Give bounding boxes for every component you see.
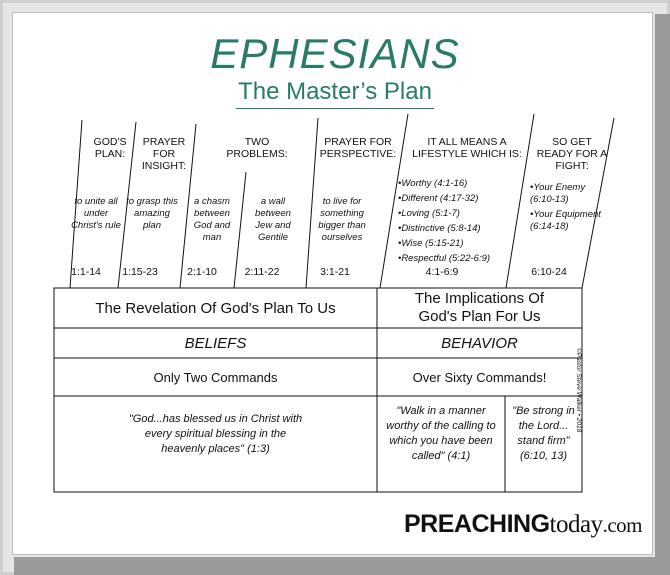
col-desc-prayer-insight: to grasp this amazing plan bbox=[126, 196, 178, 231]
copyright-text: ©Pastor Steve Walker • 2018 bbox=[575, 348, 582, 433]
col-heading-prayer-insight: PRAYER FOR INSIGHT: bbox=[141, 136, 187, 172]
behavior-cell: BEHAVIOR bbox=[441, 334, 518, 352]
chart-title: EPHESIANS bbox=[210, 30, 460, 77]
beliefs-cell: BELIEFS bbox=[184, 334, 247, 352]
two-commands-cell: Only Two Commands bbox=[153, 369, 278, 385]
logo-part: today bbox=[549, 511, 603, 538]
ref-label: 4:1-6:9 bbox=[425, 266, 459, 278]
col-heading-gods-plan: GOD'S PLAN: bbox=[93, 136, 127, 160]
col-heading-fight: SO GET READY FOR A FIGHT: bbox=[536, 136, 608, 172]
ref-label: 3:1-21 bbox=[320, 266, 350, 278]
strong-quote-cell: "Be strong in the Lord... stand firm" (6:10, 13) bbox=[512, 405, 575, 462]
preachingtoday-logo bbox=[404, 510, 642, 539]
revelation-cell: The Revelation Of God's Plan To Us bbox=[95, 299, 336, 317]
list-item: •Your Equipment (6:14-18) bbox=[530, 209, 601, 232]
ref-label: 1:15-23 bbox=[122, 266, 158, 278]
list-item: •Your Enemy (6:10-13) bbox=[530, 182, 586, 205]
list-item: •Wise (5:15-21) bbox=[398, 238, 464, 249]
col-desc-wall: a wall between Jew and Gentile bbox=[255, 196, 291, 243]
blessed-quote-cell: "God...has blessed us in Christ with every spiritual blessing in the heavenly places" (1:3) bbox=[128, 412, 303, 455]
col-desc-perspective: to live for something bigger than ourselves bbox=[318, 196, 366, 243]
col-heading-lifestyle: IT ALL MEANS A LIFESTYLE WHICH IS: bbox=[412, 136, 522, 160]
sixty-commands-cell: Over Sixty Commands! bbox=[412, 369, 547, 385]
fight-list bbox=[530, 182, 602, 233]
list-item: •Respectful (5:22-6:9) bbox=[398, 253, 491, 264]
walk-quote-cell: "Walk in a manner worthy of the calling to which you have been called" (4:1) bbox=[386, 405, 496, 462]
ref-label: 2:1-10 bbox=[187, 266, 217, 278]
ref-label: 6:10-24 bbox=[531, 266, 567, 278]
list-item: •Distinctive (5:8-14) bbox=[398, 223, 481, 234]
col-desc-chasm: a chasm between God and man bbox=[193, 196, 231, 243]
chart-subtitle: The Master’s Plan bbox=[238, 78, 432, 105]
logo-part: PREACHING bbox=[404, 510, 550, 538]
col-heading-two-problems: TWO PROBLEMS: bbox=[226, 136, 288, 160]
ref-label: 1:1-14 bbox=[71, 266, 101, 278]
implications-cell: The Implications Of God's Plan For Us bbox=[414, 290, 545, 325]
list-item: •Loving (5:1-7) bbox=[398, 208, 460, 219]
logo-part: .com bbox=[602, 513, 642, 537]
col-desc-gods-plan: to unite all under Christ's rule bbox=[71, 196, 121, 231]
lifestyle-list bbox=[398, 176, 508, 266]
list-item: •Worthy (4:1-16) bbox=[398, 178, 468, 189]
ref-label: 2:11-22 bbox=[244, 266, 280, 278]
col-heading-prayer-perspective: PRAYER FOR PERSPECTIVE: bbox=[319, 136, 397, 160]
list-item: •Different (4:17-32) bbox=[398, 193, 479, 204]
